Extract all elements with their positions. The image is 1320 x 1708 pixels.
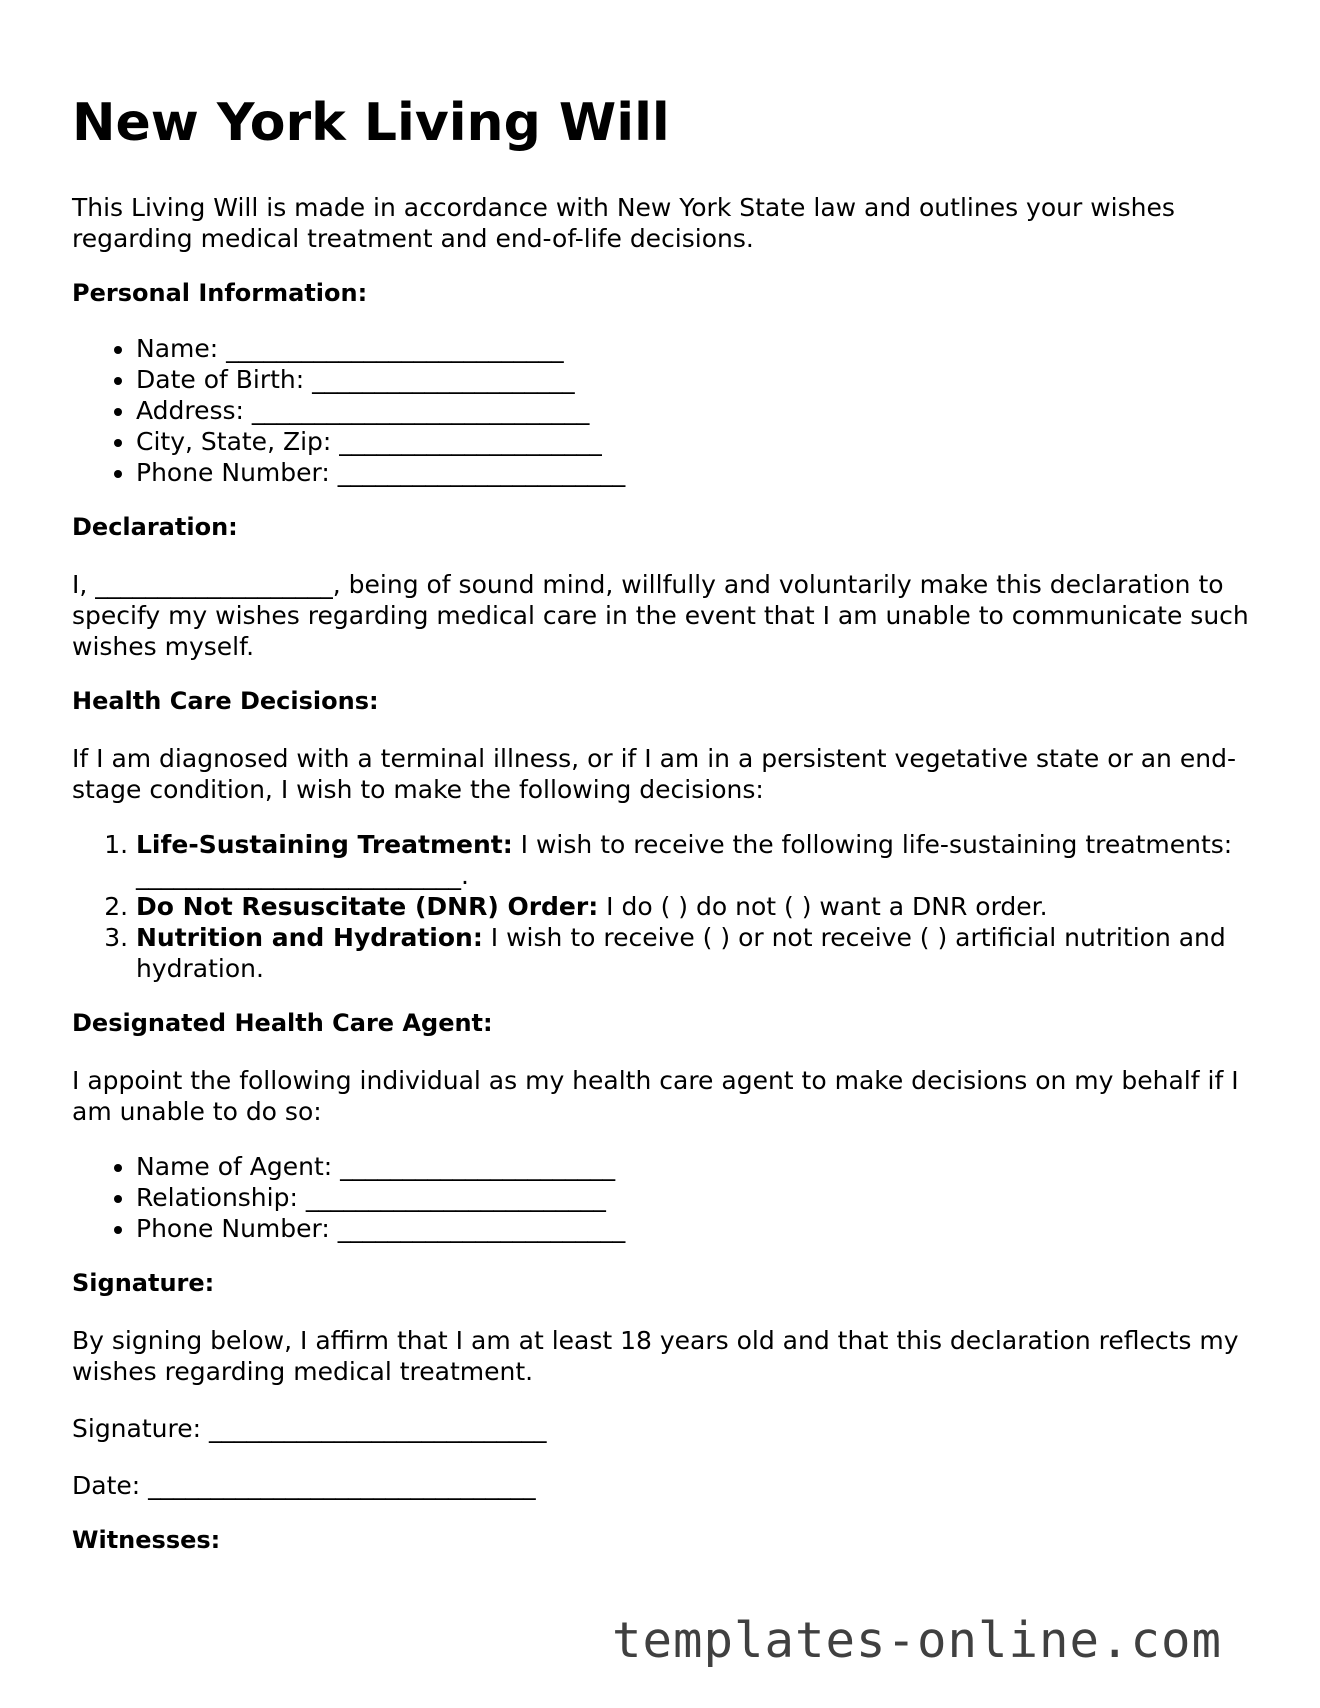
agent-list [72,1151,1252,1244]
intro-paragraph: This Living Will is made in accordance with New York State law and outlines your wishes regarding medical treatment and end-of-life decisions. [72,193,1175,253]
city-state-zip-field: • City, State, Zip: _____________________ [136,426,1252,457]
declaration-heading: Declaration: [72,513,238,541]
decision-text: I wish to receive the following life-sustaining treatments: __________________________. [136,830,1233,890]
witnesses-heading: Witnesses: [72,1526,221,1554]
date-line: Date: _______________________________ [72,1471,536,1500]
health-care-heading: Health Care Decisions: [72,687,379,715]
address-field: • Address: ___________________________ [136,395,1252,426]
agent-name-field: • Name of Agent: ______________________ [136,1151,1252,1182]
health-care-paragraph: If I am diagnosed with a terminal illness, or if I am in a persistent vegetative state or an end-stage condition, I wish to make the following decisions: [72,744,1236,804]
agent-phone-field: • Phone Number: _______________________ [136,1213,1252,1244]
personal-info-list [72,333,1252,488]
watermark: templates-online.com [612,1612,1223,1669]
dob-field: • Date of Birth: _____________________ [136,364,1252,395]
agent-paragraph: I appoint the following individual as my health care agent to make decisions on my behalf if I am unable to do so: [72,1066,1239,1126]
decision-life-sustaining [136,829,1252,891]
decision-label: Nutrition and Hydration: [136,923,483,952]
personal-info-heading: Personal Information: [72,279,368,307]
health-care-decisions-list [72,829,1252,984]
name-field: • Name: ___________________________ [136,333,1252,364]
agent-relationship-field: • Relationship: ________________________ [136,1182,1252,1213]
document-page [72,0,1252,1556]
document-title: New York Living Will [72,93,670,153]
signature-line: Signature: ___________________________ [72,1414,547,1443]
decision-label: Do Not Resuscitate (DNR) Order: [136,892,599,921]
decision-label: Life-Sustaining Treatment: [136,830,513,859]
decision-dnr [136,891,1252,922]
decision-text: I do ( ) do not ( ) want a DNR order. [598,892,1048,921]
phone-field: • Phone Number: _______________________ [136,457,1252,488]
signature-heading: Signature: [72,1269,215,1297]
signature-paragraph: By signing below, I affirm that I am at least 18 years old and that this declaration reflects my wishes regarding medical treatment. [72,1326,1239,1386]
agent-heading: Designated Health Care Agent: [72,1009,493,1037]
decision-nutrition [136,922,1252,984]
declaration-paragraph: I, ___________________, being of sound mind, willfully and voluntarily make this declaration to specify my wishes regarding medical care in the event that I am unable to communicate such wishes myself. [72,570,1249,661]
decision-text: I wish to receive ( ) or not receive ( ) artificial nutrition and hydration. [136,923,1226,983]
